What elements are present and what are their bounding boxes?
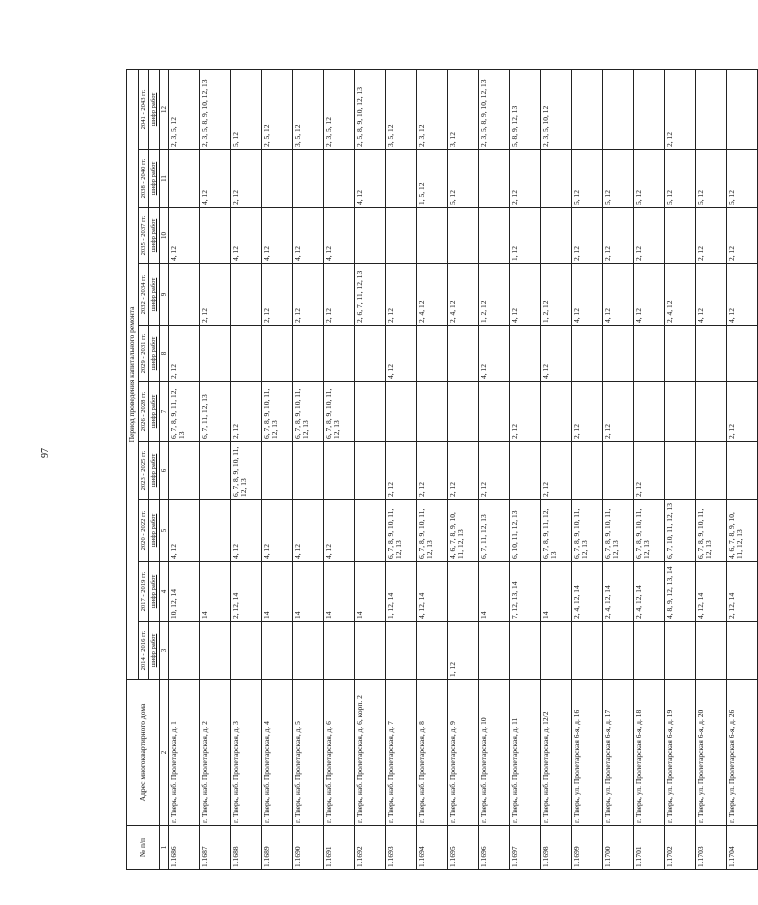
work-code-cell: 4, 12 — [726, 264, 757, 326]
row-number-cell: 1.1692 — [354, 826, 385, 870]
row-number-cell: 1.1686 — [168, 826, 199, 870]
work-code-cell: 4, 12 — [323, 500, 354, 562]
row-number-cell: 1.1687 — [199, 826, 230, 870]
work-code-cell: 4, 12 — [323, 208, 354, 264]
work-code-cell: 1, 12 — [509, 208, 540, 264]
work-code-cell: 4, 6, 7, 8, 9, 10, 11, 12, 13 — [726, 500, 757, 562]
work-code-cell: 2, 12 — [447, 442, 478, 500]
work-code-cell — [664, 382, 695, 442]
work-code-cell: 5, 12 — [633, 150, 664, 208]
work-code-cell: 2, 12 — [385, 264, 416, 326]
work-code-cell — [571, 442, 602, 500]
table-body — [168, 69, 757, 869]
work-code-cell: 10, 12, 14 — [168, 562, 199, 622]
work-code-cell — [230, 326, 261, 382]
col-address-header: Адрес многоквартирного дома — [127, 680, 160, 826]
work-code-cell — [199, 208, 230, 264]
work-code-cell: 6, 7, 8, 9, 10, 11, 12, 13 — [230, 442, 261, 500]
column-index: 7 — [159, 382, 168, 442]
work-code-cell: 4, 12 — [633, 264, 664, 326]
work-code-cell: 4, 12 — [509, 264, 540, 326]
work-code-cell — [478, 382, 509, 442]
work-code-cell — [261, 150, 292, 208]
work-code-cell: 1, 5, 12 — [416, 150, 447, 208]
work-code-cell — [602, 69, 633, 149]
work-code-cell: 4, 12 — [292, 208, 323, 264]
work-code-cell — [540, 622, 571, 680]
work-code-cell — [726, 326, 757, 382]
address-cell: г. Тверь, наб. Пролетарская, д. 2 — [199, 680, 230, 826]
work-code-cell — [323, 622, 354, 680]
work-code-cell — [261, 326, 292, 382]
row-number-cell: 1.1697 — [509, 826, 540, 870]
work-code-cell: 3, 5, 12 — [385, 69, 416, 149]
work-code-cell — [571, 69, 602, 149]
work-code-cell — [664, 622, 695, 680]
work-code-cell: 7, 12, 13, 14 — [509, 562, 540, 622]
work-code-cell: 4, 12 — [168, 208, 199, 264]
work-code-cell: 2, 12 — [726, 208, 757, 264]
address-cell: г. Тверь, наб. Пролетарская, д. 1 — [168, 680, 199, 826]
work-code-cell — [695, 382, 726, 442]
period-year-header: 2026 - 2028 гг. — [138, 382, 149, 442]
work-code-cell: 2, 4, 12 — [447, 264, 478, 326]
work-code-cell: 2, 4, 12, 14 — [602, 562, 633, 622]
work-code-cell: 2, 3, 5, 8, 9, 10, 12, 13 — [478, 69, 509, 149]
work-code-cell: 6, 7, 8, 9, 10, 11, 12, 13 — [323, 382, 354, 442]
table-row — [726, 69, 757, 869]
address-cell: г. Тверь, наб. Пролетарская, д. 6, корп. 2 — [354, 680, 385, 826]
work-code-cell: 1, 2, 12 — [540, 264, 571, 326]
work-code-cell: 2, 12 — [261, 264, 292, 326]
work-code-cell: 4, 12 — [199, 150, 230, 208]
work-code-cell — [602, 442, 633, 500]
table-row — [509, 69, 540, 869]
work-code-header: шифр работ — [149, 326, 160, 382]
work-code-cell — [478, 208, 509, 264]
table-row — [602, 69, 633, 869]
header-row-1 — [127, 69, 139, 869]
address-cell: г. Тверь, ул. Пролетарская 6-я, д. 26 — [726, 680, 757, 826]
work-code-cell — [199, 622, 230, 680]
work-code-cell: 1, 12, 14 — [385, 562, 416, 622]
work-code-cell — [664, 442, 695, 500]
work-code-cell: 6, 7, 8, 9, 10, 11, 12, 13 — [292, 382, 323, 442]
work-code-cell: 4, 12, 14 — [416, 562, 447, 622]
period-year-header: 2014 - 2016 гг. — [138, 622, 149, 680]
column-index: 2 — [159, 680, 168, 826]
work-code-cell: 2, 12 — [385, 442, 416, 500]
work-code-cell — [633, 326, 664, 382]
work-code-cell: 4, 12 — [354, 150, 385, 208]
row-number-cell: 1.1700 — [602, 826, 633, 870]
work-code-cell — [509, 442, 540, 500]
work-code-header: шифр работ — [149, 208, 160, 264]
work-code-cell: 6, 7, 8, 9, 10, 11, 12, 13 — [602, 500, 633, 562]
table-row — [664, 69, 695, 869]
col-num-header: № п/п — [127, 826, 160, 870]
work-code-cell — [168, 264, 199, 326]
work-code-cell: 14 — [478, 562, 509, 622]
work-code-cell: 2, 12 — [509, 150, 540, 208]
work-code-cell: 2, 5, 8, 9, 10, 12, 13 — [354, 69, 385, 149]
column-index: 11 — [159, 150, 168, 208]
address-cell: г. Тверь, ул. Пролетарская 6-я, д. 20 — [695, 680, 726, 826]
work-code-cell — [695, 326, 726, 382]
work-code-cell: 5, 12 — [571, 150, 602, 208]
work-code-cell: 2, 3, 5, 10, 12 — [540, 69, 571, 149]
work-code-cell: 2, 12 — [695, 208, 726, 264]
row-number-cell: 1.1695 — [447, 826, 478, 870]
period-year-header: 2023 - 2025 гг. — [138, 442, 149, 500]
work-code-cell: 2, 12 — [168, 326, 199, 382]
work-code-cell — [695, 69, 726, 149]
work-code-cell: 4, 12, 14 — [695, 562, 726, 622]
address-cell: г. Тверь, ул. Пролетарская 6-я, д. 17 — [602, 680, 633, 826]
work-code-header: шифр работ — [149, 150, 160, 208]
repair-schedule-table — [126, 69, 758, 870]
address-cell: г. Тверь, наб. Пролетарская, д. 8 — [416, 680, 447, 826]
work-code-cell — [478, 622, 509, 680]
work-code-header: шифр работ — [149, 264, 160, 326]
work-code-cell — [354, 442, 385, 500]
work-code-cell — [633, 69, 664, 149]
work-code-cell: 2, 12 — [633, 208, 664, 264]
work-code-cell — [385, 382, 416, 442]
work-code-cell — [540, 382, 571, 442]
table-row — [292, 69, 323, 869]
work-code-cell — [292, 326, 323, 382]
column-index: 12 — [159, 69, 168, 149]
work-code-cell: 4, 12 — [230, 500, 261, 562]
work-code-cell: 2, 12 — [602, 382, 633, 442]
column-index: 10 — [159, 208, 168, 264]
table-row — [633, 69, 664, 869]
work-code-cell: 6, 7, 8, 9, 11, 12, 13 — [540, 500, 571, 562]
work-code-cell — [571, 326, 602, 382]
work-code-header: шифр работ — [149, 562, 160, 622]
period-year-header: 2035 - 2037 гг. — [138, 208, 149, 264]
work-code-cell: 2, 4, 12, 14 — [571, 562, 602, 622]
work-code-cell — [416, 208, 447, 264]
page-number: 97 — [40, 448, 51, 458]
work-code-cell: 1, 2, 12 — [478, 264, 509, 326]
header-row-index — [159, 69, 168, 869]
table-row — [540, 69, 571, 869]
work-code-cell: 3, 12 — [447, 69, 478, 149]
work-code-cell: 2, 12 — [199, 264, 230, 326]
work-code-cell: 6, 7, 8, 9, 10, 11, 12, 13 — [416, 500, 447, 562]
address-cell: г. Тверь, наб. Пролетарская, д. 3 — [230, 680, 261, 826]
work-code-cell: 4, 12 — [478, 326, 509, 382]
work-code-cell — [447, 326, 478, 382]
work-code-cell — [726, 69, 757, 149]
work-code-cell — [230, 264, 261, 326]
work-code-cell: 2, 12 — [602, 208, 633, 264]
work-code-cell — [385, 622, 416, 680]
row-number-cell: 1.1704 — [726, 826, 757, 870]
work-code-cell: 5, 12 — [602, 150, 633, 208]
address-cell: г. Тверь, наб. Пролетарская, д. 5 — [292, 680, 323, 826]
table-row — [571, 69, 602, 869]
work-code-cell: 6, 7, 8, 9, 10, 11, 12, 13 — [571, 500, 602, 562]
address-cell: г. Тверь, наб. Пролетарская, д. 11 — [509, 680, 540, 826]
work-code-cell — [416, 326, 447, 382]
work-code-cell: 2, 3, 5, 8, 9, 10, 12, 13 — [199, 69, 230, 149]
work-code-cell — [602, 326, 633, 382]
work-code-cell: 14 — [354, 562, 385, 622]
work-code-cell: 4, 12 — [571, 264, 602, 326]
work-code-cell: 3, 5, 12 — [292, 69, 323, 149]
table-row — [199, 69, 230, 869]
work-code-cell: 14 — [199, 562, 230, 622]
work-code-cell: 2, 3, 12 — [416, 69, 447, 149]
table-row — [478, 69, 509, 869]
work-code-cell: 2, 12 — [509, 382, 540, 442]
address-cell: г. Тверь, наб. Пролетарская, д. 4 — [261, 680, 292, 826]
work-code-cell — [199, 500, 230, 562]
address-cell: г. Тверь, наб. Пролетарская, д. 12/2 — [540, 680, 571, 826]
work-code-cell: 2, 12 — [230, 150, 261, 208]
row-number-cell: 1.1688 — [230, 826, 261, 870]
work-code-header: шифр работ — [149, 69, 160, 149]
work-code-cell — [199, 326, 230, 382]
work-code-cell: 4, 12 — [602, 264, 633, 326]
work-code-cell: 6, 7, 8, 9, 11, 12, 13 — [168, 382, 199, 442]
row-number-cell: 1.1691 — [323, 826, 354, 870]
work-code-cell — [540, 208, 571, 264]
work-code-cell — [261, 622, 292, 680]
work-code-cell: 2, 12 — [478, 442, 509, 500]
work-code-cell: 2, 12 — [571, 208, 602, 264]
work-code-header: шифр работ — [149, 442, 160, 500]
work-code-cell: 4, 12 — [230, 208, 261, 264]
work-code-cell: 5, 12 — [695, 150, 726, 208]
address-cell: г. Тверь, ул. Пролетарская 6-я, д. 19 — [664, 680, 695, 826]
work-code-header: шифр работ — [149, 622, 160, 680]
table-row — [168, 69, 199, 869]
work-code-cell — [168, 622, 199, 680]
work-code-cell: 6, 10, 11, 12, 13 — [509, 500, 540, 562]
column-index: 8 — [159, 326, 168, 382]
work-code-cell — [540, 150, 571, 208]
work-code-cell — [261, 442, 292, 500]
row-number-cell: 1.1702 — [664, 826, 695, 870]
work-code-cell — [323, 150, 354, 208]
period-header: Период проведения капитального ремонта — [127, 69, 139, 679]
work-code-cell: 2, 3, 5, 12 — [168, 69, 199, 149]
work-code-cell: 2, 12 — [726, 382, 757, 442]
work-code-cell: 2, 12 — [633, 442, 664, 500]
work-code-cell — [602, 622, 633, 680]
period-year-header: 2041 - 2043 гг. — [138, 69, 149, 149]
period-year-header: 2020 - 2022 гг. — [138, 500, 149, 562]
column-index: 9 — [159, 264, 168, 326]
work-code-cell — [323, 442, 354, 500]
work-code-cell: 5, 12 — [447, 150, 478, 208]
work-code-cell — [385, 150, 416, 208]
address-cell: г. Тверь, наб. Пролетарская, д. 10 — [478, 680, 509, 826]
rotated-page — [126, 70, 745, 870]
row-number-cell: 1.1696 — [478, 826, 509, 870]
work-code-cell — [199, 442, 230, 500]
work-code-cell: 5, 12 — [664, 150, 695, 208]
work-code-header: шифр работ — [149, 382, 160, 442]
work-code-cell — [385, 208, 416, 264]
work-code-cell: 6, 7, 8, 9, 10, 11, 12, 13 — [261, 382, 292, 442]
work-code-cell — [416, 622, 447, 680]
row-number-cell: 1.1694 — [416, 826, 447, 870]
work-code-cell — [354, 326, 385, 382]
work-code-cell — [726, 442, 757, 500]
work-code-cell: 2, 4, 12 — [416, 264, 447, 326]
work-code-cell: 2, 4, 12 — [664, 264, 695, 326]
row-number-cell: 1.1698 — [540, 826, 571, 870]
table-row — [354, 69, 385, 869]
work-code-cell — [664, 208, 695, 264]
table-row — [230, 69, 261, 869]
column-index: 4 — [159, 562, 168, 622]
work-code-cell — [447, 208, 478, 264]
work-code-cell: 4, 6, 7, 8, 9, 10, 11, 12, 13 — [447, 500, 478, 562]
work-code-cell — [726, 622, 757, 680]
work-code-cell: 2, 12 — [571, 382, 602, 442]
work-code-cell: 2, 12, 14 — [726, 562, 757, 622]
work-code-cell: 4, 12 — [292, 500, 323, 562]
work-code-cell: 2, 12 — [230, 382, 261, 442]
work-code-cell — [633, 382, 664, 442]
work-code-cell: 2, 12 — [416, 442, 447, 500]
row-number-cell: 1.1701 — [633, 826, 664, 870]
work-code-cell: 1, 12 — [447, 622, 478, 680]
work-code-cell: 4, 8, 9, 12, 13, 14 — [664, 562, 695, 622]
work-code-header: шифр работ — [149, 500, 160, 562]
column-index: 3 — [159, 622, 168, 680]
work-code-cell: 5, 12 — [230, 69, 261, 149]
address-cell: г. Тверь, ул. Пролетарская 6-я, д. 16 — [571, 680, 602, 826]
work-code-cell — [509, 326, 540, 382]
work-code-cell: 2, 12 — [664, 69, 695, 149]
row-number-cell: 1.1703 — [695, 826, 726, 870]
column-index: 1 — [159, 826, 168, 870]
work-code-cell: 6, 7, 11, 12, 13 — [478, 500, 509, 562]
work-code-cell: 2, 5, 12 — [261, 69, 292, 149]
row-number-cell: 1.1693 — [385, 826, 416, 870]
work-code-cell — [323, 326, 354, 382]
period-year-header: 2029 - 2031 гг. — [138, 326, 149, 382]
column-index: 6 — [159, 442, 168, 500]
row-number-cell: 1.1699 — [571, 826, 602, 870]
work-code-cell — [571, 622, 602, 680]
work-code-cell: 5, 12 — [726, 150, 757, 208]
work-code-cell — [354, 622, 385, 680]
work-code-cell: 4, 12 — [540, 326, 571, 382]
row-number-cell: 1.1690 — [292, 826, 323, 870]
table-row — [261, 69, 292, 869]
work-code-cell — [447, 562, 478, 622]
work-code-cell: 2, 12 — [292, 264, 323, 326]
work-code-cell — [230, 622, 261, 680]
address-cell: г. Тверь, наб. Пролетарская, д. 9 — [447, 680, 478, 826]
work-code-cell: 4, 12 — [695, 264, 726, 326]
work-code-cell: 6, 7, 11, 12, 13 — [199, 382, 230, 442]
work-code-cell: 14 — [540, 562, 571, 622]
table-row — [447, 69, 478, 869]
work-code-cell: 6, 7, 8, 9, 10, 11, 12, 13 — [633, 500, 664, 562]
period-year-header: 2017 - 2019 гг. — [138, 562, 149, 622]
work-code-cell: 2, 12, 14 — [230, 562, 261, 622]
table-row — [695, 69, 726, 869]
work-code-cell — [292, 622, 323, 680]
work-code-cell: 2, 12 — [540, 442, 571, 500]
work-code-cell — [354, 500, 385, 562]
work-code-cell: 2, 6, 7, 11, 12, 13 — [354, 264, 385, 326]
work-code-cell — [695, 622, 726, 680]
work-code-cell: 4, 12 — [168, 500, 199, 562]
work-code-cell — [664, 326, 695, 382]
column-index: 5 — [159, 500, 168, 562]
work-code-cell: 14 — [323, 562, 354, 622]
period-year-header: 2038 - 2040 гг. — [138, 150, 149, 208]
table-row — [385, 69, 416, 869]
work-code-cell: 14 — [261, 562, 292, 622]
work-code-cell — [416, 382, 447, 442]
work-code-cell: 4, 12 — [385, 326, 416, 382]
work-code-cell: 5, 8, 9, 12, 13 — [509, 69, 540, 149]
work-code-cell: 6, 7, 8, 9, 10, 11, 12, 13 — [385, 500, 416, 562]
work-code-cell: 2, 12 — [323, 264, 354, 326]
address-cell: г. Тверь, наб. Пролетарская, д. 7 — [385, 680, 416, 826]
work-code-cell — [292, 150, 323, 208]
work-code-cell: 6, 7, 8, 9, 10, 11, 12, 13 — [695, 500, 726, 562]
period-year-header: 2032 - 2034 гг. — [138, 264, 149, 326]
work-code-cell: 2, 3, 5, 12 — [323, 69, 354, 149]
work-code-cell: 2, 4, 12, 14 — [633, 562, 664, 622]
work-code-cell — [447, 382, 478, 442]
work-code-cell — [354, 208, 385, 264]
work-code-cell — [633, 622, 664, 680]
work-code-cell: 14 — [292, 562, 323, 622]
address-cell: г. Тверь, наб. Пролетарская, д. 6 — [323, 680, 354, 826]
work-code-cell — [478, 150, 509, 208]
work-code-cell: 6, 7, 10, 11, 12, 13 — [664, 500, 695, 562]
work-code-cell — [168, 150, 199, 208]
work-code-cell — [695, 442, 726, 500]
work-code-cell: 4, 12 — [261, 500, 292, 562]
work-code-cell — [292, 442, 323, 500]
work-code-cell — [509, 622, 540, 680]
work-code-cell — [354, 382, 385, 442]
work-code-cell: 4, 12 — [261, 208, 292, 264]
address-cell: г. Тверь, ул. Пролетарская 6-я, д. 18 — [633, 680, 664, 826]
table-row — [323, 69, 354, 869]
row-number-cell: 1.1689 — [261, 826, 292, 870]
table-row — [416, 69, 447, 869]
work-code-cell — [168, 442, 199, 500]
